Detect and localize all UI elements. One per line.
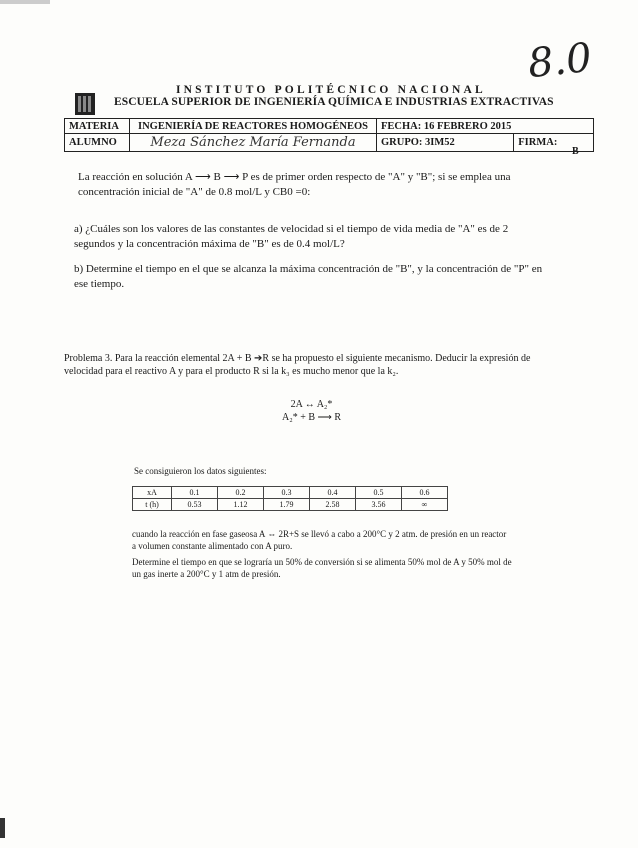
- table-cell: 0.4: [310, 487, 356, 499]
- materia-label: MATERIA: [65, 119, 130, 134]
- firma-cell: FIRMA:: [514, 134, 594, 152]
- reaction-conditions: cuando la reacción en fase gaseosa A ⇔ 2R+S se llevó a cabo a 200°C y 2 atm. de presión en un reactor a volumen constante alimentado con A puro.: [132, 529, 507, 551]
- table-cell: 2.58: [310, 499, 356, 511]
- table-cell: 3.56: [356, 499, 402, 511]
- data-intro: Se consiguieron los datos siguientes:: [134, 466, 267, 476]
- scan-artifact: [0, 818, 5, 838]
- problem3-statement: Problema 3. Para la reacción elemental 2A + B ➔R se ha propuesto el siguiente mecanismo. Deducir la expresión de velocidad para el reactivo A y para el producto R si la k₃ es mucho menor que la k₂.: [64, 353, 531, 377]
- mechanism-step-1: 2A ↔ A₂*: [290, 399, 333, 410]
- table-cell: 1.79: [264, 499, 310, 511]
- conversion-data-table: [132, 486, 448, 511]
- institution-logo: [74, 92, 96, 116]
- table-row: [133, 499, 448, 511]
- table-cell: xA: [133, 487, 172, 499]
- fecha-cell: FECHA: 16 FEBRERO 2015: [377, 119, 594, 134]
- grade-mark: 8.0: [525, 34, 594, 88]
- table-cell: 0.2: [218, 487, 264, 499]
- table-cell: 0.5: [356, 487, 402, 499]
- problem1-question-a: a) ¿Cuáles son los valores de las constantes de velocidad si el tiempo de vida media de "A" es de 2 segundos y la concentración máxima de "B" es de 0.4 mol/L?: [74, 223, 509, 250]
- alumno-value: Meza Sánchez María Fernanda: [130, 134, 377, 152]
- table-cell: 1.12: [218, 499, 264, 511]
- problem1-question-b: b) Determine el tiempo en el que se alcanza la máxima concentración de "B", y la concentración de "P" en ese tiempo.: [74, 263, 543, 290]
- table-cell: 0.6: [402, 487, 448, 499]
- table-row: [133, 487, 448, 499]
- table-cell: 0.1: [172, 487, 218, 499]
- problem3-question: Determine el tiempo en que se lograría un 50% de conversión si se alimenta 50% mol de A y 50% mol de un gas inerte a 200°C y 1 atm de presión.: [132, 557, 512, 579]
- mechanism-step-2: A₂* + B ⟶ R: [282, 412, 342, 423]
- alumno-label: ALUMNO: [65, 134, 130, 152]
- grupo-cell: GRUPO: 3IM52: [377, 134, 514, 152]
- table-cell: t (h): [133, 499, 172, 511]
- table-cell: ∞: [402, 499, 448, 511]
- table-cell: 0.53: [172, 499, 218, 511]
- materia-value: INGENIERÍA DE REACTORES HOMOGÉNEOS: [130, 119, 377, 134]
- firma-mark: B: [572, 146, 579, 157]
- institute-name: INSTITUTO POLITÉCNICO NACIONAL: [176, 84, 486, 96]
- scan-artifact: [0, 0, 50, 4]
- school-name: ESCUELA SUPERIOR DE INGENIERÍA QUÍMICA E INDUSTRIAS EXTRACTIVAS: [114, 96, 554, 108]
- problem1-statement: La reacción en solución A ⟶ B ⟶ P es de primer orden respecto de "A" y "B"; si se emplea una concentración inicial de "A" de 0.8 mol/L y CB0 =0:: [78, 171, 511, 198]
- exam-header-table: [64, 118, 594, 152]
- table-cell: 0.3: [264, 487, 310, 499]
- mechanism: [282, 398, 341, 424]
